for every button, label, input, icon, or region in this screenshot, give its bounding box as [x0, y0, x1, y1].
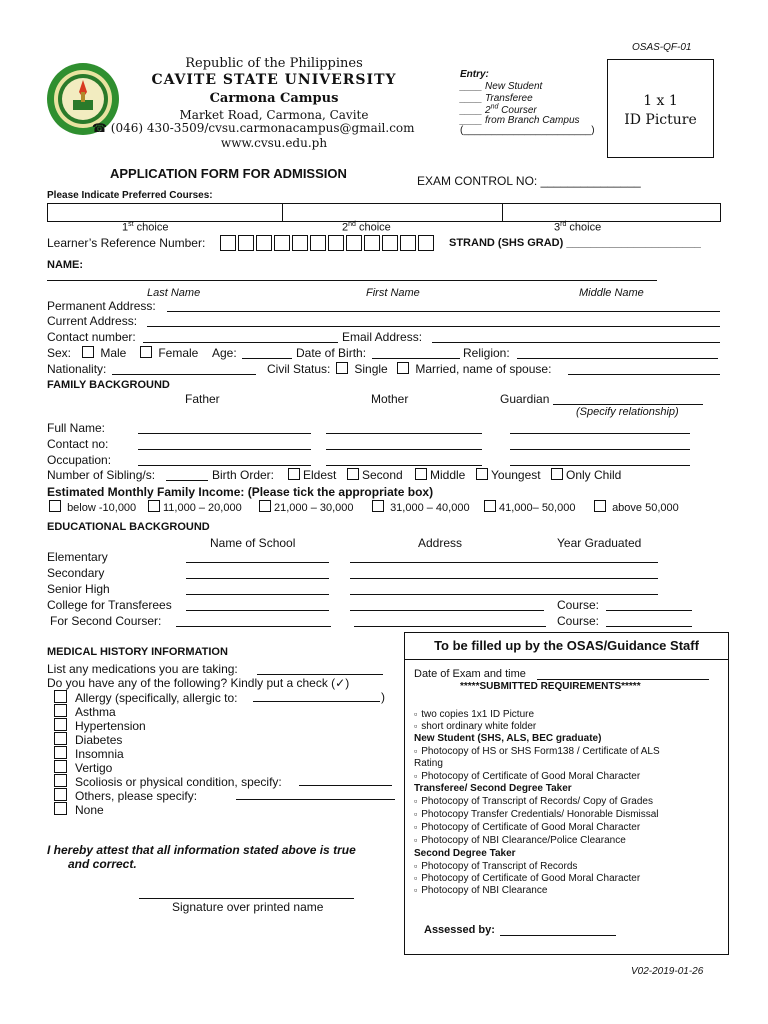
only-child-label: Only Child: [566, 468, 622, 482]
exam-control-field[interactable]: EXAM CONTROL NO: _______________: [417, 174, 641, 188]
req-good-moral-transferee-label: Photocopy of Certificate of Good Moral Character: [421, 822, 641, 833]
email-label: Email Address:: [342, 330, 423, 344]
school-address-col: Address: [418, 536, 463, 550]
preferred-courses-label: Please Indicate Preferred Courses:: [47, 190, 213, 201]
req-tor[interactable]: ▫ Photocopy of Transcript of Records: [414, 861, 578, 872]
scoliosis-input[interactable]: [299, 785, 392, 786]
income-label-1: below -10,000: [67, 502, 137, 514]
date-of-exam-label: Date of Exam and time: [414, 668, 526, 680]
diabetes-checkbox[interactable]: [54, 732, 67, 745]
allergy-option[interactable]: [54, 690, 238, 705]
exam-control-label: EXAM CONTROL NO:: [417, 174, 538, 188]
req-form138-label: Photocopy of HS or SHS Form138 / Certificate of ALS: [421, 746, 660, 757]
first-name-label: First Name: [366, 287, 420, 299]
osas-heading: To be filled up by the OSAS/Guidance Staff: [434, 638, 699, 653]
elementary-year-input[interactable]: [528, 562, 658, 563]
submitted-requirements: *****SUBMITTED REQUIREMENTS*****: [460, 681, 641, 692]
none-checkbox[interactable]: [54, 802, 67, 815]
male-label: Male: [100, 346, 127, 360]
entry-transferee[interactable]: ____ Transferee: [460, 93, 533, 104]
income-option-1[interactable]: [49, 500, 136, 514]
none-option[interactable]: [54, 802, 104, 817]
mother-full-name-input[interactable]: [326, 433, 482, 434]
school-name-col: Name of School: [210, 536, 296, 550]
campus-address: Market Road, Carmona, Cavite: [179, 108, 369, 122]
entry-transferee-label: Transferee: [485, 93, 533, 104]
second-courser-school-input[interactable]: [176, 626, 331, 627]
new-student-heading: New Student (SHS, ALS, BEC graduate): [414, 733, 602, 744]
single-option[interactable]: [336, 362, 388, 376]
others-input[interactable]: [236, 799, 395, 800]
medical-heading: MEDICAL HISTORY INFORMATION: [47, 646, 228, 658]
nationality-input[interactable]: [112, 374, 256, 375]
email-input[interactable]: [432, 342, 720, 343]
req-transfer-credentials[interactable]: ▫ Photocopy Transfer Credentials/ Honorable Dismissal: [414, 809, 659, 820]
occupation-label: Occupation:: [47, 453, 112, 467]
insomnia-checkbox[interactable]: [54, 746, 67, 759]
income-checkbox-1[interactable]: [49, 500, 61, 512]
elementary-school-input[interactable]: [186, 562, 329, 563]
birth-order-second[interactable]: [347, 468, 403, 482]
birth-order-eldest[interactable]: [288, 468, 336, 482]
religion-input[interactable]: [517, 358, 718, 359]
second-courser-label: For Second Courser:: [50, 614, 162, 628]
transferee-heading: Transferee/ Second Degree Taker: [414, 783, 572, 794]
first-choice-label: 1st choice: [122, 221, 169, 234]
father-full-name-input[interactable]: [138, 433, 311, 434]
specify-relationship: (Specify relationship): [576, 406, 679, 418]
married-label: Married, name of spouse:: [415, 362, 552, 376]
req-id-picture-label: two copies 1x1 ID Picture: [421, 709, 535, 720]
medications-input[interactable]: [257, 674, 383, 675]
secondary-label: Secondary: [47, 566, 105, 580]
elementary-label: Elementary: [47, 550, 108, 564]
income-option-3[interactable]: [259, 500, 354, 514]
guardian-full-name-input[interactable]: [510, 433, 690, 434]
sex-label: Sex:: [47, 346, 72, 360]
req-transfer-credentials-label: Photocopy Transfer Credentials/ Honorable Dismissal: [421, 809, 659, 820]
income-option-4[interactable]: [372, 500, 470, 514]
single-checkbox[interactable]: [336, 362, 348, 374]
senior-high-school-input[interactable]: [186, 594, 329, 595]
senior-high-label: Senior High: [47, 582, 110, 596]
eldest-label: Eldest: [303, 468, 337, 482]
campus-contact: ☎ (046) 430-3509/cvsu.carmonacampus@gmail.com: [92, 121, 415, 135]
mother-occupation-input[interactable]: [326, 465, 482, 466]
age-label: Age:: [212, 346, 237, 360]
allergy-label: Allergy (specifically, allergic to:: [75, 691, 238, 705]
req-nbi[interactable]: ▫ Photocopy of NBI Clearance: [414, 885, 548, 896]
female-option[interactable]: [140, 346, 198, 360]
allergy-close-paren: ): [381, 690, 385, 704]
mother-col: Mother: [371, 392, 409, 406]
req-form138[interactable]: ▫ Photocopy of HS or SHS Form138 / Certificate of ALS: [414, 746, 660, 757]
name-input-line[interactable]: [47, 280, 657, 281]
middle-name-label: Middle Name: [579, 287, 644, 299]
req-tor-label: Photocopy of Transcript of Records: [421, 861, 578, 872]
married-checkbox[interactable]: [397, 362, 409, 374]
birth-order-middle[interactable]: [415, 468, 465, 482]
req-white-folder-label: short ordinary white folder: [421, 721, 537, 732]
year-graduated-col: Year Graduated: [557, 536, 642, 550]
campus-website: www.cvsu.edu.ph: [220, 136, 328, 150]
siblings-label: Number of Sibling/s:: [47, 468, 156, 482]
asthma-label: Asthma: [75, 705, 116, 719]
current-address-input[interactable]: [147, 326, 720, 327]
religion-label: Religion:: [463, 346, 510, 360]
contact-number-input[interactable]: [143, 342, 338, 343]
last-name-label: Last Name: [147, 287, 201, 299]
income-option-5[interactable]: [484, 500, 575, 514]
entry-second-courser-label: 2nd Courser: [485, 104, 537, 117]
form-title: APPLICATION FORM FOR ADMISSION: [110, 166, 347, 181]
dob-label: Date of Birth:: [296, 346, 367, 360]
middle-label: Middle: [430, 468, 466, 482]
diabetes-option[interactable]: [54, 732, 122, 747]
second-choice-label: 2nd choice: [342, 221, 391, 234]
req-good-moral-new[interactable]: ▫ Photocopy of Certificate of Good Moral Character: [414, 771, 641, 782]
guardian-occupation-input[interactable]: [510, 465, 690, 466]
mother-contact-input[interactable]: [326, 449, 482, 450]
asthma-option[interactable]: [54, 704, 116, 719]
income-checkbox-5[interactable]: [484, 500, 496, 512]
signature-label: Signature over printed name: [172, 900, 324, 914]
strand-field[interactable]: STRAND (SHS GRAD) ______________________: [449, 237, 701, 249]
others-label: Others, please specify:: [75, 789, 198, 803]
attest-line-2: and correct.: [68, 857, 137, 871]
assessed-by-label: Assessed by:: [424, 924, 495, 936]
vertigo-checkbox[interactable]: [54, 760, 67, 773]
strand-label: STRAND (SHS GRAD): [449, 237, 564, 249]
asthma-checkbox[interactable]: [54, 704, 67, 717]
income-label-4: 31,000 – 40,000: [390, 502, 470, 514]
first-choice-input[interactable]: [47, 203, 283, 222]
female-checkbox[interactable]: [140, 346, 152, 358]
youngest-checkbox[interactable]: [476, 468, 488, 480]
req-white-folder[interactable]: ▫ short ordinary white folder: [414, 721, 537, 732]
college-address-input[interactable]: [350, 610, 544, 611]
income-label-2: 11,000 – 20,000: [163, 502, 242, 514]
req-rating-continued: Rating: [414, 758, 443, 769]
female-label: Female: [158, 346, 199, 360]
siblings-input[interactable]: [166, 480, 208, 481]
conditions-question: Do you have any of the following? Kindly put a check (✓): [47, 676, 350, 690]
income-checkbox-4[interactable]: [372, 500, 384, 512]
income-label-3: 21,000 – 30,000: [274, 502, 354, 514]
birth-order-only-child[interactable]: [551, 468, 621, 482]
current-address-label: Current Address:: [47, 314, 138, 328]
contact-number-label: Contact number:: [47, 330, 136, 344]
hypertension-checkbox[interactable]: [54, 718, 67, 731]
age-input[interactable]: [242, 358, 292, 359]
second-courser-address-input[interactable]: [354, 626, 546, 627]
req-good-moral-new-label: Photocopy of Certificate of Good Moral Character: [421, 771, 641, 782]
permanent-address-label: Permanent Address:: [47, 299, 156, 313]
income-checkbox-6[interactable]: [594, 500, 606, 512]
others-checkbox[interactable]: [54, 788, 67, 801]
scoliosis-label: Scoliosis or physical condition, specify:: [75, 775, 282, 789]
college-course-label: Course:: [557, 598, 600, 612]
permanent-address-input[interactable]: [167, 311, 720, 312]
entry-branch-blank[interactable]: (_______________________): [460, 125, 595, 136]
single-label: Single: [354, 362, 388, 376]
insomnia-option[interactable]: [54, 746, 124, 761]
father-col: Father: [185, 392, 220, 406]
male-option[interactable]: [82, 346, 126, 360]
second-courser-course-label: Course:: [557, 614, 600, 628]
vertigo-option[interactable]: [54, 760, 112, 775]
college-course-input[interactable]: [606, 610, 692, 611]
senior-high-year-input[interactable]: [528, 594, 658, 595]
education-heading: EDUCATIONAL BACKGROUND: [47, 521, 210, 533]
youngest-label: Youngest: [491, 468, 541, 482]
req-tor-grades-label: Photocopy of Transcript of Records/ Copy of Grades: [421, 796, 653, 807]
entry-new-student-label: New Student: [485, 81, 543, 92]
father-occupation-input[interactable]: [138, 465, 311, 466]
middle-checkbox[interactable]: [415, 468, 427, 480]
income-option-2[interactable]: [148, 500, 242, 514]
second-choice-input[interactable]: [282, 203, 503, 222]
only-child-checkbox[interactable]: [551, 468, 563, 480]
second-checkbox[interactable]: [347, 468, 359, 480]
vertigo-label: Vertigo: [75, 761, 113, 775]
form-version: V02-2019-01-26: [631, 966, 704, 977]
req-nbi-label: Photocopy of NBI Clearance: [421, 885, 548, 896]
req-good-moral-second[interactable]: ▫ Photocopy of Certificate of Good Moral Character: [414, 873, 641, 884]
scoliosis-option[interactable]: [54, 774, 282, 789]
father-contact-input[interactable]: [138, 449, 311, 450]
insomnia-label: Insomnia: [75, 747, 124, 761]
income-label-5: 41,000– 50,000: [499, 502, 576, 514]
form-code: OSAS-QF-01: [632, 42, 692, 53]
elementary-address-input[interactable]: [350, 562, 544, 563]
entry-branch-campus-label: from Branch Campus: [485, 115, 580, 126]
lrn-label: Learner’s Reference Number:: [47, 236, 206, 250]
entry-second-courser[interactable]: ____ 2nd Courser: [460, 104, 537, 117]
college-school-input[interactable]: [186, 610, 329, 611]
secondary-address-input[interactable]: [350, 578, 544, 579]
req-tor-grades[interactable]: ▫ Photocopy of Transcript of Records/ Copy of Grades: [414, 796, 653, 807]
second-courser-course-input[interactable]: [606, 626, 692, 627]
req-good-moral-second-label: Photocopy of Certificate of Good Moral Character: [421, 873, 641, 884]
income-heading: Estimated Monthly Family Income: (Please tick the appropriate box): [47, 485, 434, 499]
second-label: Second: [362, 468, 403, 482]
republic-line: Republic of the Philippines: [185, 56, 363, 71]
guardian-contact-input[interactable]: [510, 449, 690, 450]
allergy-input[interactable]: [253, 701, 380, 702]
married-option[interactable]: [397, 362, 551, 376]
contact-no-label: Contact no:: [47, 437, 109, 451]
diabetes-label: Diabetes: [75, 733, 123, 747]
none-label: None: [75, 803, 104, 817]
id-picture-size: 1 x 1: [643, 93, 678, 109]
req-id-picture[interactable]: ▫ two copies 1x1 ID Picture: [414, 709, 535, 720]
birth-order-youngest[interactable]: [476, 468, 541, 482]
eldest-checkbox[interactable]: [288, 468, 300, 480]
income-checkbox-3[interactable]: [259, 500, 271, 512]
entry-branch-campus[interactable]: ____ from Branch Campus: [460, 115, 580, 126]
guardian-relationship-input[interactable]: [553, 404, 703, 405]
medications-label: List any medications you are taking:: [47, 662, 238, 676]
attest-line-1: I hereby attest that all information stated above is true: [47, 843, 356, 857]
family-heading: FAMILY BACKGROUND: [47, 379, 170, 391]
secondary-school-input[interactable]: [186, 578, 329, 579]
hypertension-label: Hypertension: [75, 719, 146, 733]
senior-high-address-input[interactable]: [350, 594, 544, 595]
secondary-year-input[interactable]: [528, 578, 658, 579]
lrn-boxes[interactable]: [220, 235, 434, 251]
second-degree-heading: Second Degree Taker: [414, 848, 516, 859]
req-nbi-police-label: Photocopy of NBI Clearance/Police Clearance: [421, 835, 626, 846]
campus-name: Carmona Campus: [209, 91, 339, 106]
date-of-exam-input[interactable]: [537, 679, 709, 680]
college-label: College for Transferees: [47, 598, 172, 612]
scoliosis-checkbox[interactable]: [54, 774, 67, 787]
entry-label: Entry:: [460, 69, 489, 80]
name-label: NAME:: [47, 259, 84, 271]
entry-new-student[interactable]: ____ New Student: [460, 81, 543, 92]
birth-order-label: Birth Order:: [212, 468, 275, 482]
id-picture-label: ID Picture: [624, 112, 697, 128]
others-option[interactable]: [54, 788, 197, 803]
req-nbi-police[interactable]: ▫ Photocopy of NBI Clearance/Police Clearance: [414, 835, 626, 846]
hypertension-option[interactable]: [54, 718, 146, 733]
dob-input[interactable]: [372, 358, 460, 359]
income-checkbox-2[interactable]: [148, 500, 160, 512]
civil-status-label: Civil Status:: [267, 362, 331, 376]
spouse-input[interactable]: [568, 374, 720, 375]
signature-line[interactable]: [139, 898, 354, 899]
university-name: CAVITE STATE UNIVERSITY: [151, 72, 397, 88]
allergy-checkbox[interactable]: [54, 690, 67, 703]
third-choice-label: 3rd choice: [554, 221, 602, 234]
nationality-label: Nationality:: [47, 362, 107, 376]
full-name-label: Full Name:: [47, 421, 106, 435]
third-choice-input[interactable]: [502, 203, 721, 222]
male-checkbox[interactable]: [82, 346, 94, 358]
income-option-6[interactable]: [594, 500, 679, 514]
assessed-by-input[interactable]: [500, 935, 616, 936]
guardian-col: Guardian: [500, 392, 550, 406]
req-good-moral-transferee[interactable]: ▫ Photocopy of Certificate of Good Moral Character: [414, 822, 641, 833]
income-label-6: above 50,000: [612, 502, 679, 514]
